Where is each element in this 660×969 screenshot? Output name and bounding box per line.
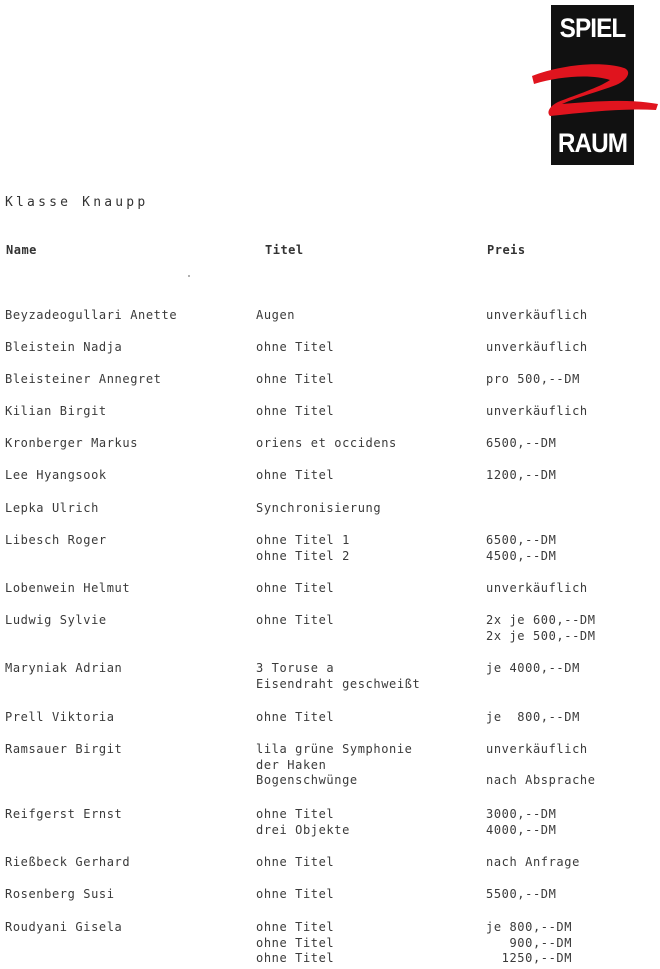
artwork-prices	[486, 742, 596, 789]
artwork-title: ohne Titel	[256, 340, 335, 354]
artwork-price: nach Anfrage	[486, 855, 580, 869]
artwork-titles	[256, 308, 295, 324]
artwork-price: 1200,--DM	[486, 468, 557, 482]
artwork-titles	[256, 920, 334, 967]
artwork-titles	[256, 613, 334, 629]
artwork-price: pro 500,--DM	[486, 372, 580, 386]
artwork-title: ohne Titel	[256, 613, 335, 627]
artwork-title: ohne Titel	[256, 581, 335, 595]
artwork-prices	[486, 468, 556, 484]
artwork-price: 4500,--DM	[486, 548, 557, 563]
artwork-titles	[256, 468, 334, 484]
artwork-title: ohne Titel	[256, 951, 335, 965]
artwork-title: ohne Titel	[256, 920, 335, 934]
artwork-prices	[486, 340, 588, 356]
artwork-prices	[486, 887, 556, 903]
artwork-titles	[256, 855, 334, 871]
artwork-title: ohne Titel	[256, 935, 335, 950]
artwork-titles	[256, 436, 397, 452]
artwork-price: unverkäuflich	[486, 340, 588, 354]
artwork-titles	[256, 887, 334, 903]
artwork-price: je 4000,--DM	[486, 661, 580, 675]
artwork-titles	[256, 807, 350, 838]
artist-name: Ramsauer Birgit	[5, 742, 123, 756]
artwork-titles	[256, 340, 334, 356]
artwork-titles	[256, 372, 334, 388]
artwork-price: 1250,--DM	[486, 951, 573, 965]
artwork-prices	[486, 404, 588, 420]
artwork-titles	[256, 404, 334, 420]
artist-name: Kilian Birgit	[5, 404, 107, 418]
artwork-title: lila grüne Symphonie	[256, 742, 413, 756]
artwork-price: unverkäuflich	[486, 581, 588, 595]
artwork-price	[486, 758, 596, 774]
artwork-price: nach Absprache	[486, 773, 596, 787]
artwork-price: 6500,--DM	[486, 436, 557, 450]
artwork-price: 2x je 600,--DM	[486, 613, 596, 627]
artwork-titles	[256, 710, 334, 726]
artwork-prices	[486, 581, 588, 597]
artwork-price: 5500,--DM	[486, 887, 557, 901]
artist-name: Bleisteiner Annegret	[5, 372, 162, 386]
page-heading: Klasse Knaupp	[5, 195, 149, 210]
artwork-prices	[486, 613, 596, 644]
artist-name: Maryniak Adrian	[5, 661, 123, 675]
artist-name: Ludwig Sylvie	[5, 613, 107, 627]
artwork-title: Bogenschwünge	[256, 773, 358, 787]
artist-name: Lepka Ulrich	[5, 501, 99, 515]
artwork-prices	[486, 807, 556, 838]
column-header-price: Preis	[487, 243, 526, 257]
logo-word-bottom: RAUM	[557, 128, 628, 158]
artist-name: Libesch Roger	[5, 533, 107, 547]
column-header-title: Titel	[265, 243, 304, 257]
artwork-prices	[486, 533, 556, 564]
artwork-title: Augen	[256, 308, 296, 322]
artwork-titles	[256, 742, 413, 789]
artwork-titles	[256, 501, 381, 517]
artist-name: Bleistein Nadja	[5, 340, 123, 354]
artist-name: Prell Viktoria	[5, 710, 115, 724]
artwork-price: je 800,--DM	[486, 710, 580, 724]
artwork-titles	[256, 581, 334, 597]
artwork-prices	[486, 710, 580, 726]
artwork-title: Eisendraht geschweißt	[256, 676, 421, 691]
artwork-price: unverkäuflich	[486, 742, 588, 756]
artist-name: Roudyani Gisela	[5, 920, 123, 934]
artwork-title: ohne Titel	[256, 372, 335, 386]
artist-name: Lee Hyangsook	[5, 468, 107, 482]
artwork-price: 6500,--DM	[486, 533, 557, 547]
artist-name: Beyzadeogullari Anette	[5, 308, 178, 322]
artist-name: Lobenwein Helmut	[5, 581, 131, 595]
artist-name: Rosenberg Susi	[5, 887, 115, 901]
artist-name: Rießbeck Gerhard	[5, 855, 131, 869]
artwork-title: ohne Titel 1	[256, 533, 350, 547]
artwork-title: Synchronisierung	[256, 501, 382, 515]
artist-name: Reifgerst Ernst	[5, 807, 123, 821]
artwork-price: 3000,--DM	[486, 807, 557, 821]
artwork-price: unverkäuflich	[486, 404, 588, 418]
artwork-price: je 800,--DM	[486, 920, 573, 934]
artwork-price: 4000,--DM	[486, 822, 557, 837]
artwork-title: ohne Titel	[256, 855, 335, 869]
artwork-titles	[256, 661, 420, 692]
artwork-price: 900,--DM	[486, 935, 573, 950]
artwork-title: oriens et occidens	[256, 436, 397, 450]
artwork-title: 3 Toruse a	[256, 661, 335, 675]
artwork-title: ohne Titel	[256, 710, 335, 724]
artwork-titles	[256, 533, 350, 564]
column-header-name: Name	[6, 243, 37, 257]
artwork-prices	[486, 855, 580, 871]
artwork-price: unverkäuflich	[486, 308, 588, 322]
artwork-title: ohne Titel	[256, 468, 335, 482]
artwork-title: ohne Titel	[256, 807, 335, 821]
artwork-title: ohne Titel 2	[256, 548, 350, 563]
artist-name: Kronberger Markus	[5, 436, 139, 450]
artwork-title: der Haken	[256, 757, 327, 772]
artwork-prices	[486, 436, 556, 452]
artwork-prices	[486, 308, 588, 324]
artwork-prices	[486, 372, 580, 388]
artwork-title: drei Objekte	[256, 822, 350, 837]
artwork-title: ohne Titel	[256, 887, 335, 901]
artwork-price: 2x je 500,--DM	[486, 628, 596, 643]
artwork-prices	[486, 661, 580, 677]
logo-word-top: SPIEL	[559, 13, 626, 43]
artwork-prices	[486, 920, 572, 967]
artwork-title: ohne Titel	[256, 404, 335, 418]
